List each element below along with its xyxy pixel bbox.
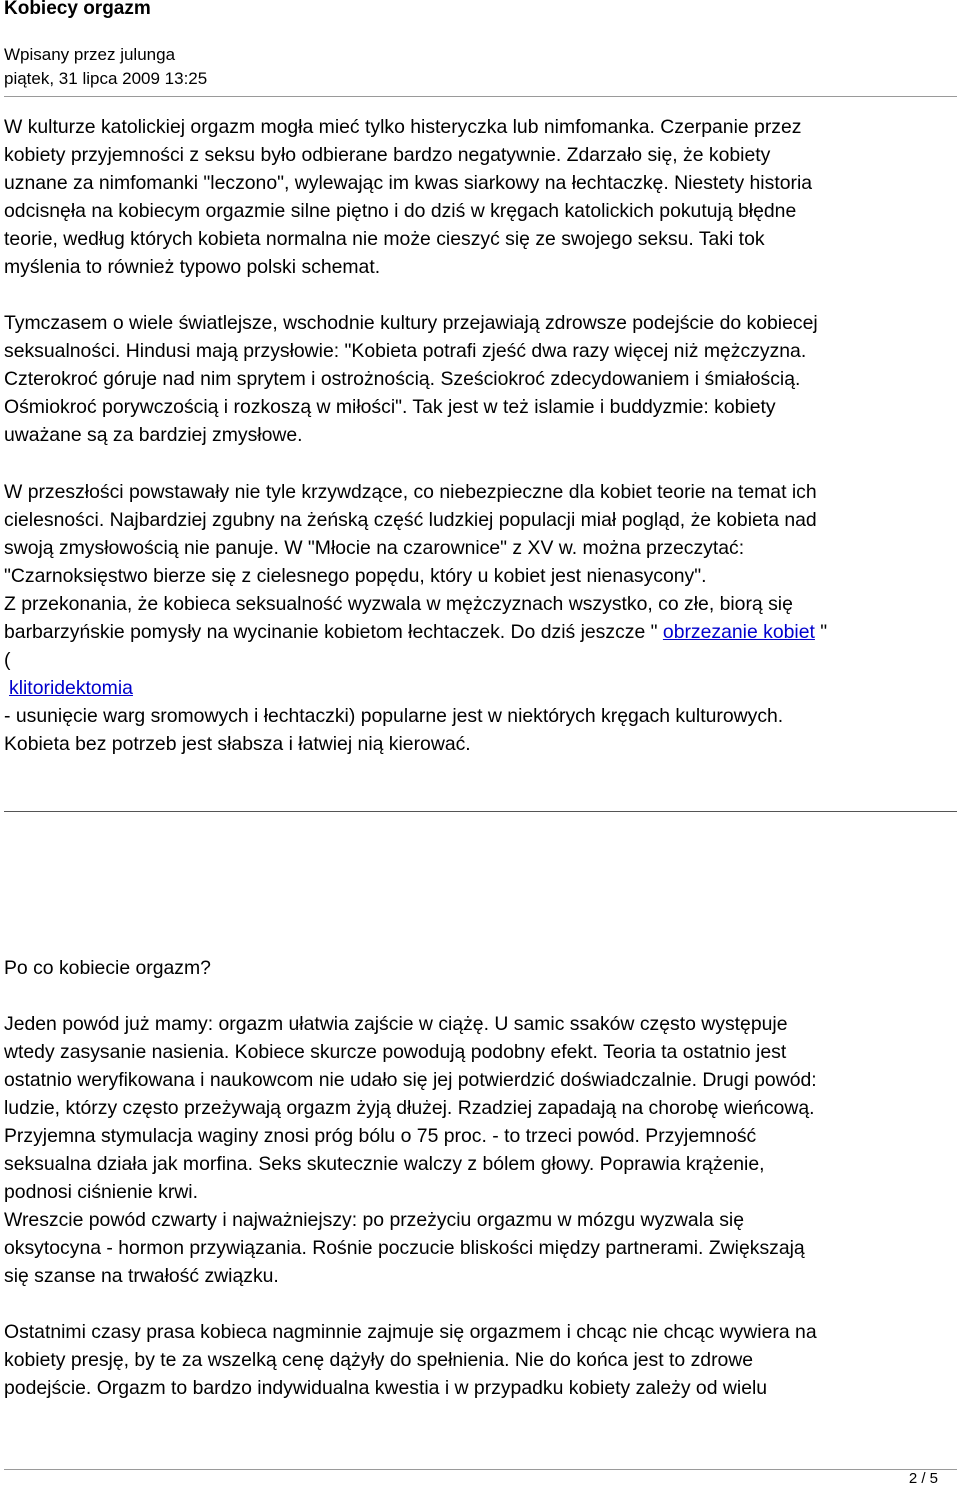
text-segment: barbarzyńskie pomysły na wycinanie kobietom łechtaczek. Do dziś jeszcze " — [4, 621, 663, 643]
section-heading — [4, 954, 954, 982]
text-line: Z przekonania, że kobieca seksualność wyzwala w mężczyznach wszystko, co złe, biorą się — [4, 593, 793, 615]
text-line-with-link — [4, 618, 954, 646]
text-line: ( — [4, 649, 11, 671]
heading-text: Po co kobiecie orgazm? — [4, 957, 211, 979]
text-line: Ośmiokroć porywczością i rozkoszą w miłości". Tak jest w też islamie i buddyzmie: kobiety — [4, 396, 776, 418]
text-line: swoją zmysłowością nie panuje. W "Młocie na czarownice" z XV w. można przeczytać: — [4, 537, 745, 559]
text-line: W kulturze katolickiej orgazm mogła mieć tylko histeryczka lub nimfomanka. Czerpanie przez — [4, 116, 802, 138]
footer-divider — [4, 1469, 957, 1470]
paragraph-1 — [4, 113, 954, 281]
paragraph-5 — [4, 1318, 954, 1402]
article-meta — [4, 43, 207, 91]
text-line: uznane za nimfomanki "leczono", wylewając im kwas siarkowy na łechtaczkę. Niestety historia — [4, 172, 813, 194]
text-line: się szanse na trwałość związku. — [4, 1265, 279, 1287]
text-line: "Czarnoksięstwo bierze się z cielesnego popędu, który u kobiet jest nienasycony". — [4, 565, 707, 587]
text-line: kobiety przyjemności z seksu było odbierane bardzo negatywnie. Zdarzało się, że kobiety — [4, 144, 771, 166]
text-line: podejście. Orgazm to bardzo indywidualna kwestia i w przypadku kobiety zależy od wielu — [4, 1377, 768, 1399]
text-line: uważane są za bardziej zmysłowe. — [4, 424, 303, 446]
text-line: Przyjemna stymulacja waginy znosi próg bólu o 75 proc. - to trzeci powód. Przyjemność — [4, 1125, 757, 1147]
text-line: ostatnio weryfikowana i naukowcom nie udało się jej potwierdzić doświadczalnie. Drugi powód: — [4, 1069, 817, 1091]
date-line: piątek, 31 lipca 2009 13:25 — [4, 69, 208, 88]
text-line: teorie, według których kobieta normalna nie może cieszyć się ze swojego seksu. Taki tok — [4, 228, 765, 250]
page-indicator: 2 / 5 — [908, 1470, 938, 1487]
text-line: wtedy zasysanie nasienia. Kobiece skurcze powodują podobny efekt. Teoria ta ostatnio jest — [4, 1041, 787, 1063]
link-obrzezanie-kobiet[interactable]: obrzezanie kobiet — [662, 621, 815, 643]
section-divider — [4, 811, 957, 812]
text-line-with-link — [4, 674, 954, 702]
text-line: Wreszcie powód czwarty i najważniejszy: po przeżyciu orgazmu w mózgu wyzwala się — [4, 1209, 744, 1231]
text-line: Jeden powód już mamy: orgazm ułatwia zajście w ciążę. U samic ssaków często występuje — [4, 1013, 788, 1035]
paragraph-3 — [4, 478, 954, 758]
text-line: Ostatnimi czasy prasa kobieca nagminnie zajmuje się orgazmem i chcąc nie chcąc wywiera na — [4, 1321, 817, 1343]
text-line: Kobieta bez potrzeb jest słabsza i łatwiej nią kierować. — [4, 733, 471, 755]
text-line: ludzie, którzy często przeżywają orgazm żyją dłużej. Rzadziej zapadają na chorobę wieńcową. — [4, 1097, 815, 1119]
text-line: odcisnęła na kobiecym orgazmie silne piętno i do dziś w kręgach katolickich pokutują błędne — [4, 200, 797, 222]
author-line: Wpisany przez julunga — [4, 45, 176, 64]
text-line: Tymczasem o wiele światlejsze, wschodnie kultury przejawiają zdrowsze podejście do kobiecej — [4, 312, 818, 334]
text-line: podnosi ciśnienie krwi. — [4, 1181, 199, 1203]
text-line: kobiety presję, by te za wszelką cenę dążyły do spełnienia. Nie do końca jest to zdrowe — [4, 1349, 754, 1371]
text-segment: " — [814, 621, 828, 643]
text-line: W przeszłości powstawały nie tyle krzywdzące, co niebezpieczne dla kobiet teorie na temat ich — [4, 481, 817, 503]
text-line: seksualności. Hindusi mają przysłowie: "Kobieta potrafi zjeść dwa razy więcej niż mężczyzna. — [4, 340, 807, 362]
text-line: Czterokroć góruje nad nim sprytem i ostrożnością. Sześciokroć zdecydowaniem i śmiałością. — [4, 368, 801, 390]
link-klitoridektomia[interactable]: klitoridektomia — [9, 677, 133, 699]
article-title: Kobiecy orgazm — [4, 0, 151, 19]
text-line: oksytocyna - hormon przywiązania. Rośnie poczucie bliskości między partnerami. Zwiększają — [4, 1237, 805, 1259]
paragraph-4 — [4, 1010, 954, 1290]
text-line: seksualna działa jak morfina. Seks skutecznie walczy z bólem głowy. Poprawia krążenie, — [4, 1153, 765, 1175]
header-divider — [4, 96, 957, 97]
paragraph-2 — [4, 309, 954, 449]
text-line: myślenia to również typowo polski schemat. — [4, 256, 381, 278]
text-line: cielesności. Najbardziej zgubny na żeńską część ludzkiej populacji miał pogląd, że kobieta nad — [4, 509, 817, 531]
text-line: - usunięcie warg sromowych i łechtaczki) popularne jest w niektórych kręgach kulturowych. — [4, 705, 784, 727]
